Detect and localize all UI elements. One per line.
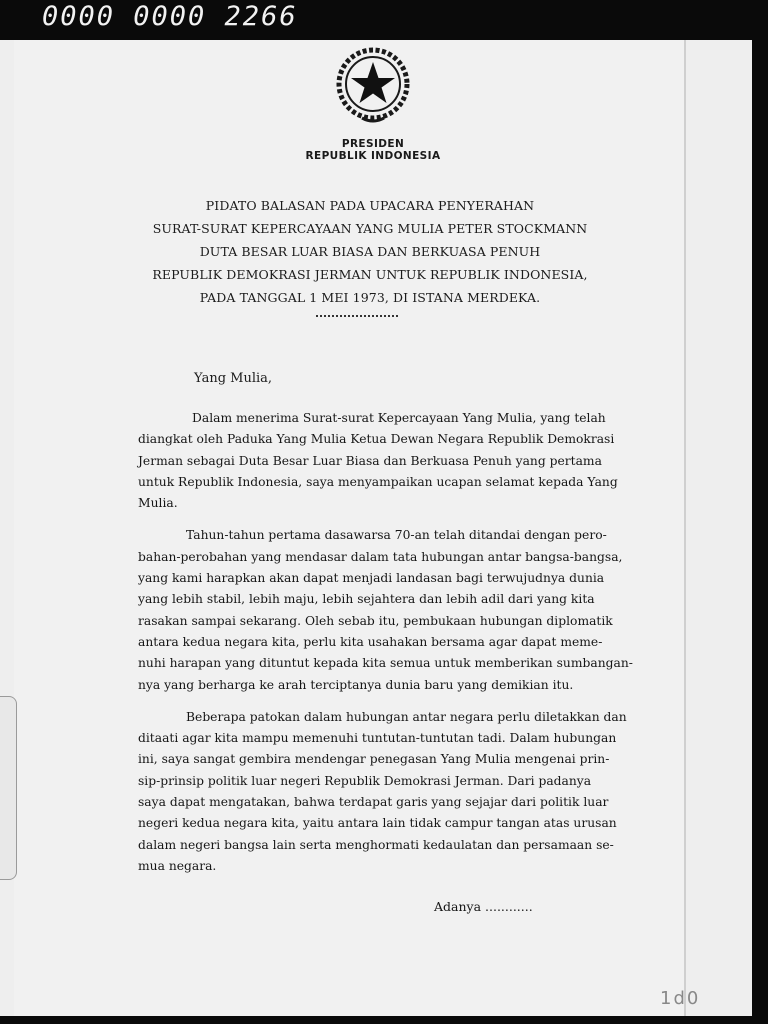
body-line: negeri kedua negara kita, yaitu antara lain tidak campur tangan atas urusan: [138, 816, 617, 831]
title-line: PIDATO BALASAN PADA UPACARA PENYERAHAN: [205, 198, 535, 213]
garuda-star-wreath-emblem-icon: [332, 44, 414, 126]
body-line: Beberapa patokan dalam hubungan antar negara perlu diletakkan dan: [186, 709, 627, 724]
paragraph-1: [138, 408, 638, 514]
body-line: saya dapat mengatakan, bahwa terdapat garis yang sejajar dari politik luar: [138, 795, 609, 810]
body-line: Dalam menerima Surat-surat Kepercayaan Yang Mulia, yang telah: [192, 411, 606, 425]
paragraph-3: [138, 707, 638, 877]
speech-body: [138, 408, 638, 888]
body-line: Mulia.: [138, 496, 178, 511]
salutation: Yang Mulia,: [194, 371, 273, 386]
body-line: Jerman sebagai Duta Besar Luar Biasa dan Berkuasa Penuh yang pertama: [138, 453, 602, 468]
body-line: sip-prinsip politik luar negeri Republik Demokrasi Jerman. Dari padanya: [138, 773, 592, 788]
body-line: nya yang berharga ke arah terciptanya dunia baru yang demikian itu.: [138, 677, 574, 692]
body-line: rasakan sampai sekarang. Oleh sebab itu, pembukaan hubungan diplomatik: [138, 613, 613, 628]
title-line: REPUBLIK DEMOKRASI JERMAN UNTUK REPUBLIK INDONESIA,: [152, 267, 588, 282]
binder-tab: [0, 696, 17, 880]
header-line-republik: REPUBLIK INDONESIA: [305, 150, 441, 162]
closing-text: Adanya ............: [434, 899, 533, 914]
body-line: dalam negeri bangsa lain serta menghormati kedaulatan dan persamaan se-: [138, 837, 614, 852]
body-line: bahan-perobahan yang mendasar dalam tata hubungan antar bangsa-bangsa,: [138, 549, 623, 564]
body-line: mua negara.: [138, 858, 217, 873]
title-line: PADA TANGGAL 1 MEI 1973, DI ISTANA MERDEKA.: [199, 290, 541, 305]
body-line: diangkat oleh Paduka Yang Mulia Ketua Dewan Negara Republik Demokrasi: [138, 432, 615, 447]
body-line: yang kami harapkan akan dapat menjadi landasan bagi terwujudnya dunia: [138, 571, 605, 586]
film-frame-number: 0000 0000 2266: [42, 1, 298, 32]
header-line-presiden: PRESIDEN: [341, 138, 405, 150]
body-line: nuhi harapan yang dituntut kepada kita semua untuk memberikan sumbangan-: [138, 656, 633, 671]
body-line: yang lebih stabil, lebih maju, lebih sejahtera dan lebih adil dari yang kita: [138, 592, 595, 607]
body-line: antara kedua negara kita, perlu kita usahakan bersama agar dapat meme-: [138, 634, 603, 649]
body-line: ditaati agar kita mampu memenuhi tuntutan-tuntutan tadi. Dalam hubungan: [138, 731, 617, 746]
title-underline-rule: [316, 315, 398, 317]
page-edge: [684, 40, 686, 1016]
paragraph-2: [138, 525, 638, 695]
body-line: Tahun-tahun pertama dasawarsa 70-an telah ditandai dengan pero-: [186, 528, 607, 543]
body-line: untuk Republik Indonesia, saya menyampaikan ucapan selamat kepada Yang: [138, 474, 618, 489]
page-mark: 1d0: [660, 988, 701, 1009]
speech-title: [120, 194, 620, 309]
title-line: SURAT-SURAT KEPERCAYAAN YANG MULIA PETER STOCKMANN: [152, 221, 588, 236]
title-line: DUTA BESAR LUAR BIASA DAN BERKUASA PENUH: [199, 244, 541, 259]
body-line: ini, saya sangat gembira mendengar penegasan Yang Mulia mengenai prin-: [138, 752, 610, 767]
